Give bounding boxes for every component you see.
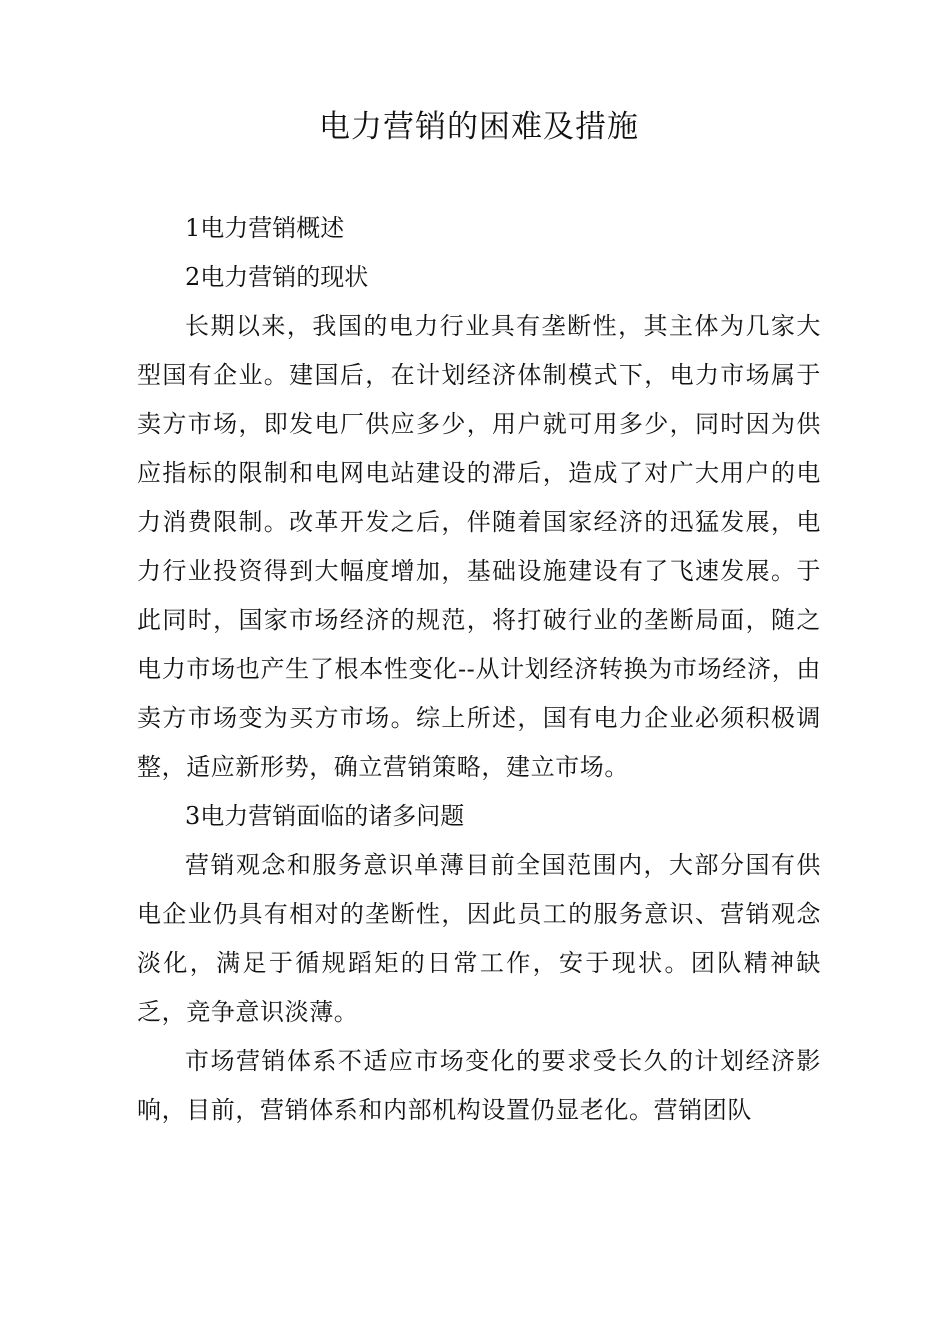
section-heading-2: 2电力营销的现状: [185, 263, 369, 291]
document-body: [137, 204, 821, 1135]
paragraph-current-status: 长期以来，我国的电力行业具有垄断性，其主体为几家大型国有企业。建国后，在计划经济体制模式下，电力市场属于卖方市场，即发电厂供应多少，用户就可用多少，同时因为供应指标的限制和电网电站建设的滞后，造成了对广大用户的电力消费限制。改革开发之后，伴随着国家经济的迅猛发展，电力行业投资得到大幅度增加，基础设施建设有了飞速发展。于此同时，国家市场经济的规范，将打破行业的垄断局面，随之电力市场也产生了根本性变化--从计划经济转换为市场经济，由卖方市场变为买方市场。综上所述，国有电力企业必须积极调整，适应新形势，确立营销策略，建立市场。: [137, 312, 821, 781]
section-heading-1: 1电力营销概述: [185, 214, 345, 242]
document-title: 电力营销的困难及措施: [319, 109, 639, 145]
paragraph-marketing-system: 市场营销体系不适应市场变化的要求受长久的计划经济影响，目前，营销体系和内部机构设置仍显老化。营销团队: [137, 1047, 821, 1124]
section-heading-3: 3电力营销面临的诸多问题: [185, 802, 465, 830]
paragraph-service-awareness: 营销观念和服务意识单薄目前全国范围内，大部分国有供电企业仍具有相对的垄断性，因此员工的服务意识、营销观念淡化，满足于循规蹈矩的日常工作，安于现状。团队精神缺乏，竞争意识淡薄。: [137, 851, 821, 1026]
